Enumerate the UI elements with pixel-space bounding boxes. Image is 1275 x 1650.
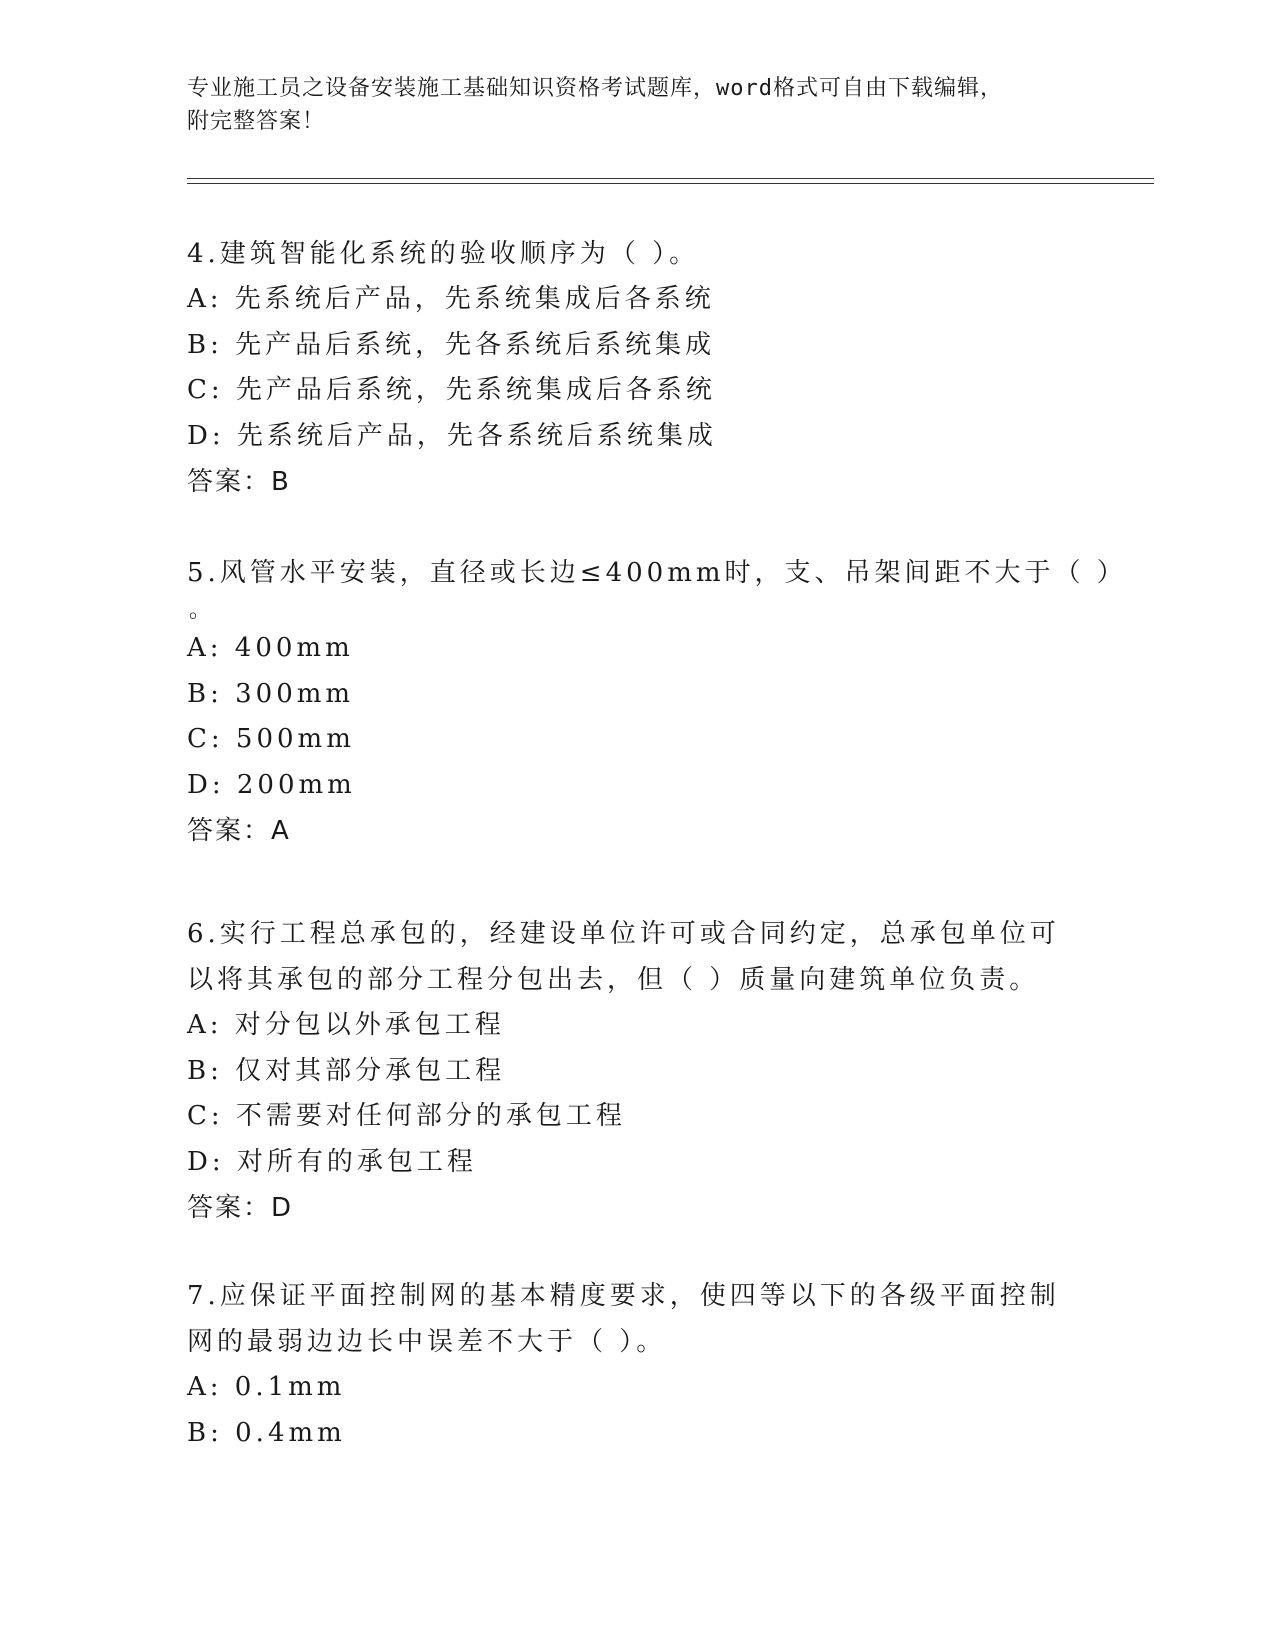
answer-label: 答案：B bbox=[187, 467, 291, 497]
question-stem: 7.应保证平面控制网的基本精度要求，使四等以下的各级平面控制网的最弱边边长中误差不大于（ ）。 bbox=[187, 1281, 1060, 1357]
option-a: A: 0.1mm bbox=[187, 1372, 346, 1402]
question-stem: 4.建筑智能化系统的验收顺序为（ ）。 bbox=[187, 239, 700, 269]
question-4 bbox=[187, 231, 1067, 505]
option-b: B: 仅对其部分承包工程 bbox=[187, 1055, 506, 1086]
question-stem: 5.风管水平安装，直径或长边≤400mm时，支、吊架间距不大于（ ） bbox=[187, 558, 1127, 588]
option-a: A: 400mm bbox=[187, 633, 354, 663]
question-6 bbox=[187, 911, 1067, 1231]
question-7 bbox=[187, 1273, 1067, 1456]
header-line-1: 专业施工员之设备安装施工基础知识资格考试题库，word格式可自由下载编辑， bbox=[187, 76, 1003, 101]
option-d: D: 对所有的承包工程 bbox=[187, 1146, 477, 1177]
option-b: B: 300mm bbox=[187, 678, 355, 709]
option-c: C: 500mm bbox=[187, 724, 355, 754]
option-c: C: 不需要对任何部分的承包工程 bbox=[187, 1101, 626, 1131]
header-line-2: 附完整答案！ bbox=[187, 109, 326, 134]
question-5 bbox=[187, 550, 1127, 854]
question-stem: 6.实行工程总承包的，经建设单位许可或合同约定，总承包单位可以将其承包的部分工程分包出去，但（ ）质量向建筑单位负责。 bbox=[187, 919, 1060, 995]
option-d: D: 先系统后产品，先各系统后系统集成 bbox=[187, 420, 717, 451]
question-stem-tail: 。 bbox=[189, 598, 212, 623]
option-d: D: 200mm bbox=[187, 769, 356, 800]
answer-label: 答案：A bbox=[187, 816, 291, 846]
option-b: B: 0.4mm bbox=[187, 1417, 346, 1448]
option-a: A: 先系统后产品，先系统集成后各系统 bbox=[187, 284, 715, 314]
option-a: A: 对分包以外承包工程 bbox=[187, 1010, 505, 1040]
answer-label: 答案：D bbox=[187, 1193, 294, 1223]
document-header bbox=[187, 72, 1067, 138]
header-divider-bottom bbox=[187, 183, 1154, 184]
option-b: B: 先产品后系统，先各系统后系统集成 bbox=[187, 329, 716, 360]
header-divider-top bbox=[187, 178, 1154, 179]
option-c: C: 先产品后系统，先系统集成后各系统 bbox=[187, 375, 716, 405]
